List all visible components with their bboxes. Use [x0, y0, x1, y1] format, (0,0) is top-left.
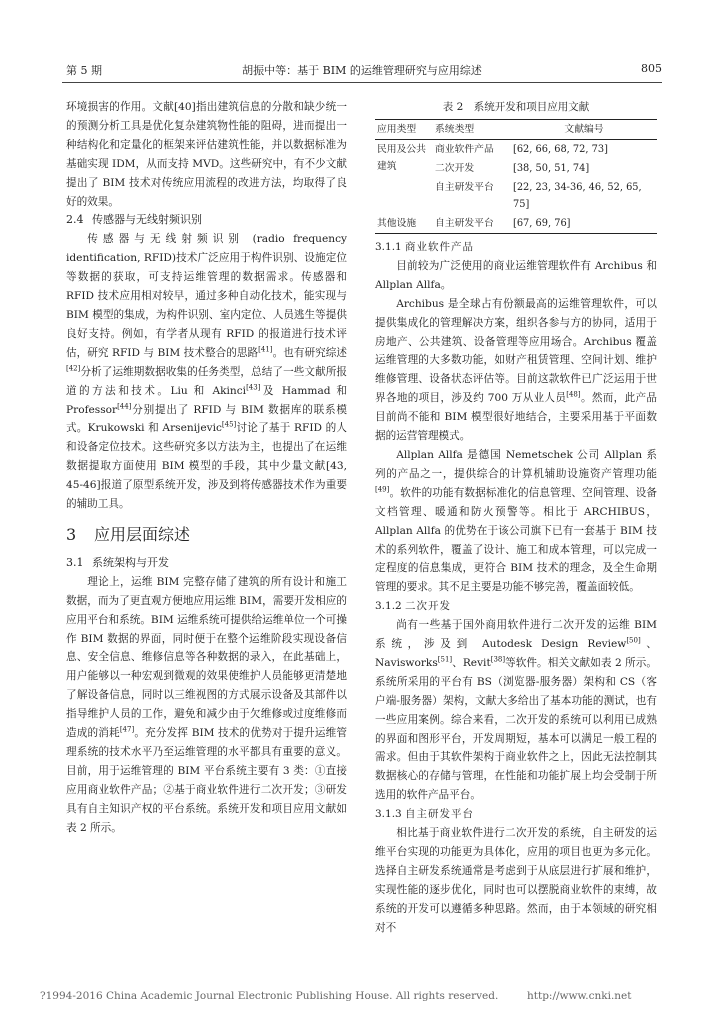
table-cell: [38, 50, 51, 74] [513, 163, 590, 174]
citation[interactable]: [48] [566, 390, 581, 399]
section-heading-2-4: 2.4 传感器与无线射频识别 [66, 213, 202, 227]
left-column [66, 98, 347, 838]
table-row [375, 214, 657, 234]
paragraph: 目前较为广泛使用的商业运维管理软件有 Archibus 和 Allplan Allfa。 [375, 259, 657, 291]
header-rule [62, 82, 662, 83]
table-cell: [22, 23, 34-36, 46, 52, 65, 75] [513, 182, 642, 210]
table-row [375, 140, 657, 160]
table-header: 系统类型 [433, 120, 511, 140]
table-cell: [62, 66, 68, 72, 73] [513, 144, 608, 155]
table-header: 应用类型 [375, 120, 433, 140]
section-heading-3-1-3: 3.1.3 自主研发平台 [375, 808, 474, 821]
table-cell: 商业软件产品 [435, 144, 494, 155]
citation[interactable]: [51] [437, 655, 453, 664]
citation[interactable]: [41] [258, 345, 273, 354]
table-cell: 自主研发平台 [433, 214, 511, 234]
citation[interactable]: [44] [117, 401, 132, 410]
table-header: 文献编号 [511, 120, 657, 140]
paragraph: 尚有一些基于国外商用软件进行二次开发的运维 BIM 系统，涉及到 Autodesk Design Review[50]、Navisworks[51]、Revit[38]等软件。相关文献如表 2 所示。系统所采用的平台有 BS（浏览器-服务器）架构和 CS（客户端-服务器）架构，文献大多给出了基本功能的测试，也有一些应用案例。综合来看，二次开发的系统可以利用已成熟的界面和图形平台，开发周期短，基本可以满足一般工程的需求。但由于其软件架构于商业软件之上，因此无法控制其数据核心的存储与管理，在性能和功能扩展上均会受制于所选用的软件产品平台。 [375, 619, 658, 802]
table-cell: 自主研发平台 [435, 182, 494, 193]
page-number: 805 [641, 62, 662, 75]
paragraph: 传感器与无线射频识别 (radio frequency identification, RFID)技术广泛应用于构件识别、设施定位等数据的获取，可支持运维管理的数据需求。传感器和 RFID 技术应用相对较早，通过多种自动化技术，能实现与 BIM 模型的集成，为构件识别、室内定位、人员逃生等提供良好支持。例如，有学者从现有 RFID 的报道进行技术评估，研究 RFID 与 BIM 技术整合的思路[41]。也有研究综述[42]分析了运维期数据收集的任务类型，总结了一些文献所报道的方法和技术。Liu 和 Akinci[43]及 Hammad 和 Professor[44]分别提出了 RFID 与 BIM 数据库的联系模式。Krukowski 和 Arsenijevic[45]讨论了基于 RFID 的人和设备定位技术。这些研究多以方法为主，也提出了在运维数据提取方面使用 BIM 模型的手段，其中少量文献[43, 45-46]报道了原型系统开发，涉及到将传感器技术作为重要的辅助工具。 [66, 233, 348, 511]
table-cell: [67, 69, 76] [511, 214, 657, 234]
section-heading-3-1: 3.1 系统架构与开发 [66, 555, 169, 569]
paragraph: Archibus 是全球占有份额最高的运维管理软件，可以提供集成化的管理解决方案，组织各参与方的协同，适用于房地产、公共建筑、设备管理等应用场合。Archibus 覆盖运维管理的大多数功能，如财产租赁管理、空间计划、维护维修管理、设备状态评估等。目前这款软件已广泛运用于世界各地的项目，涉及约 700 万从业人员[48]。然而，此产品目前尚不能和 BIM 模型很好地结合，主要采用基于平面数据的运营管理模式。 [375, 297, 657, 443]
paragraph: 环境损害的作用。文献[40]指出建筑信息的分散和缺少统一的预测分析工具是优化复杂建筑物性能的阻碍，进而提出一种结构化和定量化的框架来评估建筑性能，并以数据标准为基础实现 IDM，从而支持 MVD。这些研究中，有不少文献提出了 BIM 技术对传统应用流程的改进方法，均取得了良好的效果。 [66, 101, 347, 208]
paragraph: 理论上，运维 BIM 完整存储了建筑的所有设计和施工数据，而为了更直观方便地应用运维 BIM，需要开发相应的应用平台和系统。BIM 运维系统可提供给运维单位一个可操作 BIM 数据的界面，同时便于在整个运维阶段实现设备信息、安全信息、维修信息等各种数据的录入，在此基础上，用户能够以一种宏观到微观的效果使维护人员能够更清楚地了解设备信息，同时以三维视图的方式展示设备及其部件以指导维护人员的工作，避免和减少由于欠维修或过度维修而造成的消耗[47]。充分发挥 BIM 技术的优势对于提升运维管理系统的技术水平乃至运维管理的水平都具有重要的意义。目前，用于运维管理的 BIM 平台系统主要有 3 类：①直接应用商业软件产品；②基于商业软件进行二次开发；③研发具有自主知识产权的平台系统。系统开发和项目应用文献如表 2 所示。 [66, 575, 347, 834]
copyright-text: ?1994-2016 China Academic Journal Electronic Publishing House. All rights reserved. [40, 990, 499, 1002]
copyright-footer [40, 990, 700, 1002]
section-heading-3-1-2: 3.1.2 二次开发 [375, 600, 451, 613]
section-heading-3-1-1: 3.1.1 商业软件产品 [375, 241, 474, 253]
paragraph: 相比基于商业软件进行二次开发的系统，自主研发的运维平台实现的功能更为具体化，应用的项目也更为多元化。选择自主研发系统通常是考虑到于从底层进行扩展和维护，实现性能的逐步优化，同时也可以摆脱商业软件的束缚，故系统的开发可以遵循多种思路。然而，由于本领域的研究相对不 [375, 827, 657, 934]
citation[interactable]: [38] [490, 655, 506, 664]
issue-label: 第 5 期 [66, 64, 102, 77]
cnki-link[interactable]: http://www.cnki.net [527, 990, 632, 1002]
table-title: 表 2 系统开发和项目应用文献 [442, 101, 590, 113]
citation[interactable]: [50] [626, 636, 641, 645]
paragraph: Allplan Allfa 是德国 Nemetschek 公司 Allplan 系列的产品之一，提供综合的计算机辅助设施资产管理功能[49]。软件的功能有数据标准化的信息管理、空间管理、设备文档管理、暖通和防火预警等。相比于 ARCHIBUS，Allplan Allfa 的优势在于该公司旗下已有一套基于 BIM 技术的系列软件，覆盖了设计、施工和成本管理，可以完成一定程度的信息集成，更符合 BIM 技术的理念，及全生命期管理的要求。其不足主要是功能不够完善，覆盖面较低。 [375, 448, 657, 594]
system-development-table [375, 119, 657, 234]
table-cell: 民用及公共建筑 [377, 144, 426, 172]
table-cell: 二次开发 [435, 163, 475, 174]
citation[interactable]: [43] [246, 383, 261, 392]
section-heading-3: 3 应用层面综述 [66, 524, 191, 544]
right-column [375, 98, 657, 938]
table-cell: 其他设施 [375, 214, 433, 234]
citation[interactable]: [47] [119, 725, 135, 734]
citation[interactable]: [45] [221, 420, 237, 429]
citation[interactable]: [49] [375, 485, 390, 494]
running-header [62, 62, 662, 80]
running-title: 胡振中等：基于 BIM 的运维管理研究与应用综述 [242, 64, 482, 77]
citation[interactable]: [42] [66, 364, 81, 373]
